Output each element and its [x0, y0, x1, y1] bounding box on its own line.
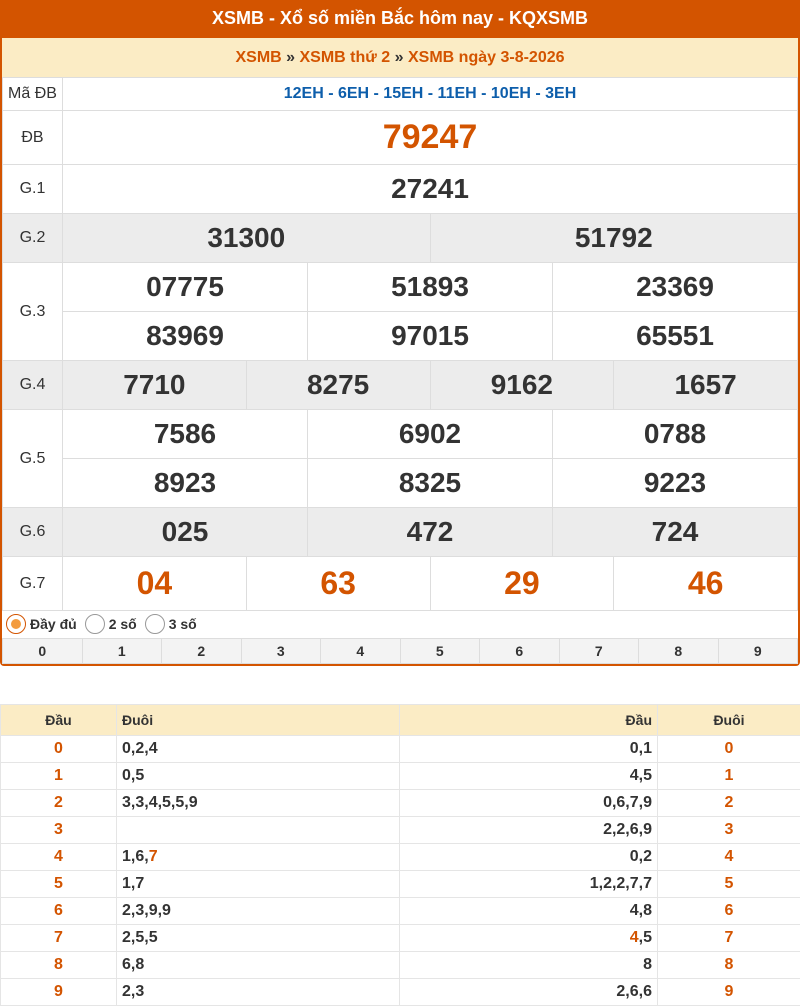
g6-number: 724 [553, 508, 798, 557]
option-2-digits[interactable] [85, 614, 137, 634]
g6-number: 025 [63, 508, 308, 557]
dau-list-cell: 4,8 [400, 898, 658, 925]
dau-list-cell: 1,2,2,7,7 [400, 871, 658, 898]
g5-number: 8923 [63, 459, 308, 508]
g2-label: G.2 [3, 214, 63, 263]
display-options [2, 610, 798, 638]
page-title: XSMB - Xổ số miền Bắc hôm nay - KQXSMB [0, 0, 800, 38]
duoi-digit-cell: 6 [658, 898, 800, 925]
g5-number: 6902 [308, 410, 553, 459]
duoi-cell [117, 844, 400, 871]
g1-row [3, 165, 798, 214]
g3-number: 07775 [63, 263, 308, 312]
dau-cell: 8 [1, 952, 117, 979]
g1-number: 27241 [63, 165, 798, 214]
radio-full-selected[interactable] [6, 614, 26, 634]
g3-row [3, 312, 798, 361]
digit-filter-2[interactable]: 2 [162, 639, 242, 664]
duoi-cell: 1,7 [117, 871, 400, 898]
option-full-label: Đầy đủ [30, 616, 77, 632]
table-row [1, 736, 800, 763]
dau-cell: 5 [1, 871, 117, 898]
dau-cell: 0 [1, 736, 117, 763]
dau-list-cell: 2,2,6,9 [400, 817, 658, 844]
digit-filter-0[interactable]: 0 [3, 639, 83, 664]
digit-filter-6[interactable]: 6 [480, 639, 560, 664]
g5-row [3, 410, 798, 459]
g3-number: 83969 [63, 312, 308, 361]
madb-row [3, 78, 798, 111]
db-row [3, 111, 798, 165]
duoi-cell: 6,8 [117, 952, 400, 979]
duoi-digit-cell: 0 [658, 736, 800, 763]
g2-number: 51792 [430, 214, 798, 263]
g6-row [3, 508, 798, 557]
dau-list-cell [400, 925, 658, 952]
g5-number: 8325 [308, 459, 553, 508]
g4-number: 9162 [430, 361, 614, 410]
duoi-digit-cell: 8 [658, 952, 800, 979]
g6-label: G.6 [3, 508, 63, 557]
dau-list-cell: 8 [400, 952, 658, 979]
digit-filter-1[interactable]: 1 [82, 639, 162, 664]
dau-list-cell: 2,6,6 [400, 979, 658, 1006]
option-2-digits-label: 2 số [108, 616, 137, 632]
duoi-cell: 0,2,4 [117, 736, 400, 763]
table-row [1, 871, 800, 898]
breadcrumb-separator: » [390, 49, 408, 66]
digit-filter-5[interactable]: 5 [400, 639, 480, 664]
dau-cell: 7 [1, 925, 117, 952]
duoi-digit-cell: 7 [658, 925, 800, 952]
digit-filter-7[interactable]: 7 [559, 639, 639, 664]
g2-number: 31300 [63, 214, 431, 263]
results-table [2, 77, 798, 611]
dau-cell: 2 [1, 790, 117, 817]
breadcrumb-xsmb-link[interactable]: XSMB [235, 49, 282, 66]
table-row [1, 817, 800, 844]
db-label: ĐB [3, 111, 63, 165]
loto-header-row [1, 705, 800, 736]
g5-number: 7586 [63, 410, 308, 459]
duoi-cell: 2,5,5 [117, 925, 400, 952]
g3-label: G.3 [3, 263, 63, 361]
duoi-digit-cell: 4 [658, 844, 800, 871]
g7-number: 29 [430, 557, 614, 611]
col-header-duoi: Đuôi [658, 705, 800, 736]
db-number: 79247 [63, 111, 798, 165]
option-3-digits-label: 3 số [168, 616, 197, 632]
table-row [1, 925, 800, 952]
g4-row [3, 361, 798, 410]
breadcrumb-day-link[interactable]: XSMB thứ 2 [299, 49, 391, 66]
madb-label: Mã ĐB [3, 78, 63, 111]
g4-number: 8275 [246, 361, 430, 410]
g4-number: 7710 [63, 361, 247, 410]
g1-label: G.1 [3, 165, 63, 214]
col-header-dau: Đầu [1, 705, 117, 736]
digit-filter-bar [2, 638, 798, 664]
table-row [1, 898, 800, 925]
duoi-cell [117, 817, 400, 844]
dau-list-cell: 4,5 [400, 763, 658, 790]
duoi-cell: 2,3 [117, 979, 400, 1006]
dau-cell: 3 [1, 817, 117, 844]
g3-number: 65551 [553, 312, 798, 361]
g5-number: 9223 [553, 459, 798, 508]
g7-row [3, 557, 798, 611]
duoi-digit-cell: 2 [658, 790, 800, 817]
g7-number: 63 [246, 557, 430, 611]
g2-row [3, 214, 798, 263]
duoi-cell: 2,3,9,9 [117, 898, 400, 925]
table-row [1, 979, 800, 1006]
dau-list-cell: 0,6,7,9 [400, 790, 658, 817]
col-header-dau: Đầu [400, 705, 658, 736]
table-row [1, 763, 800, 790]
dau-cell: 6 [1, 898, 117, 925]
dau-highlight: 4 [629, 929, 639, 946]
duoi-text: 1,6, [122, 848, 149, 865]
dau-text: ,5 [638, 929, 652, 946]
breadcrumb-date-link[interactable]: XSMB ngày 3-8-2026 [408, 49, 565, 66]
option-3-digits[interactable] [145, 614, 197, 634]
radio-2-digits[interactable] [85, 614, 105, 634]
duoi-highlight: 7 [148, 848, 158, 865]
breadcrumb [2, 38, 798, 77]
digit-filter-4[interactable]: 4 [321, 639, 401, 664]
g3-row [3, 263, 798, 312]
digit-filter-8[interactable]: 8 [639, 639, 719, 664]
g5-row [3, 459, 798, 508]
g4-label: G.4 [3, 361, 63, 410]
g7-label: G.7 [3, 557, 63, 611]
radio-3-digits[interactable] [145, 614, 165, 634]
breadcrumb-separator: » [281, 49, 300, 66]
g7-number: 46 [614, 557, 798, 611]
g5-label: G.5 [3, 410, 63, 508]
g4-number: 1657 [614, 361, 798, 410]
duoi-digit-cell: 1 [658, 763, 800, 790]
dau-list-cell: 0,1 [400, 736, 658, 763]
table-row [1, 790, 800, 817]
g3-number: 23369 [553, 263, 798, 312]
g3-number: 97015 [308, 312, 553, 361]
duoi-digit-cell: 3 [658, 817, 800, 844]
dau-cell: 4 [1, 844, 117, 871]
dau-cell: 9 [1, 979, 117, 1006]
col-header-duoi: Đuôi [117, 705, 400, 736]
duoi-digit-cell: 9 [658, 979, 800, 1006]
digit-filter-9[interactable]: 9 [718, 639, 798, 664]
table-row [1, 844, 800, 871]
option-full[interactable] [6, 614, 77, 634]
g3-number: 51893 [308, 263, 553, 312]
g6-number: 472 [308, 508, 553, 557]
g7-number: 04 [63, 557, 247, 611]
duoi-digit-cell: 5 [658, 871, 800, 898]
loto-head-tail-table [0, 704, 800, 1006]
table-row [1, 952, 800, 979]
digit-filter-3[interactable]: 3 [241, 639, 321, 664]
g5-number: 0788 [553, 410, 798, 459]
madb-value: 12EH - 6EH - 15EH - 11EH - 10EH - 3EH [63, 78, 798, 111]
duoi-cell: 3,3,4,5,5,9 [117, 790, 400, 817]
dau-cell: 1 [1, 763, 117, 790]
duoi-cell: 0,5 [117, 763, 400, 790]
dau-list-cell: 0,2 [400, 844, 658, 871]
